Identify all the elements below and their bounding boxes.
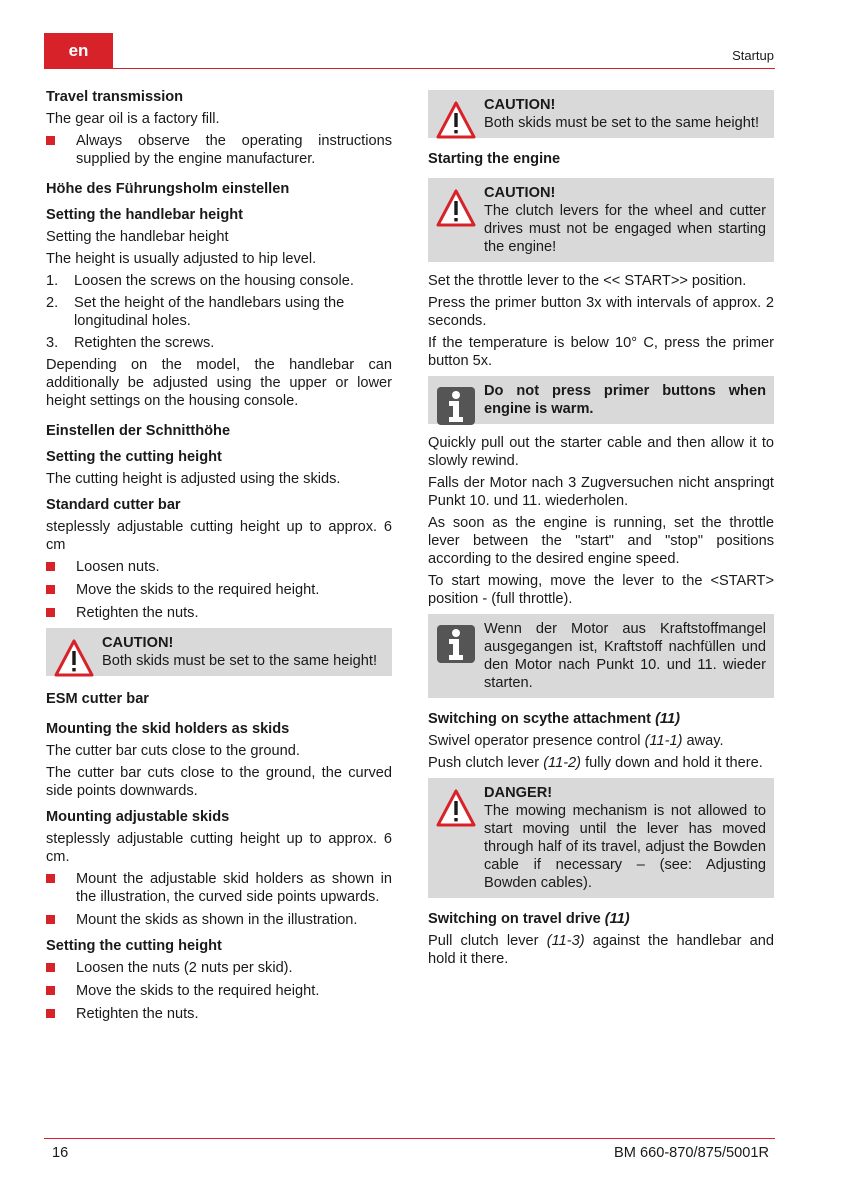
heading-hoehe: Höhe des Führungsholm einstellen — [46, 181, 290, 197]
page-number: 16 — [52, 1145, 69, 1161]
paragraph: The cutter bar cuts close to the ground. — [46, 743, 300, 759]
heading-handlebar: Setting the handlebar height — [46, 207, 244, 223]
bullet-square-icon — [46, 608, 55, 617]
heading-travel-drive: Switching on travel drive (11) — [428, 911, 630, 927]
info-text: Wenn der Motor aus Kraftstoffmangel ausgegangen ist, Kraftstoff nachfüllen und den Motor nach Punkt 10. und 11. wieder starten. — [484, 621, 766, 691]
figure-reference: (11-1) — [644, 733, 683, 749]
caution-text: The clutch levers for the wheel and cutter drives must not be engaged when starting the engine! — [484, 203, 766, 255]
info-box — [428, 376, 774, 424]
section-title: Startup — [732, 48, 774, 63]
list-item: Mount the adjustable skid holders as shown in the illustration, the curved side points upwards. — [46, 870, 392, 906]
figure-reference: (11) — [604, 911, 630, 927]
heading-schnitthoehe: Einstellen der Schnitthöhe — [46, 423, 231, 439]
heading-cutting-height: Setting the cutting height — [46, 449, 222, 465]
bullet-square-icon — [46, 915, 55, 924]
heading-scythe-attachment: Switching on scythe attachment (11) — [428, 711, 680, 727]
paragraph: The height is usually adjusted to hip level. — [46, 251, 317, 267]
model-number: BM 660-870/875/5001R — [614, 1145, 769, 1161]
language-badge: en — [44, 33, 113, 68]
paragraph: steplessly adjustable cutting height up to approx. 6 cm. — [46, 831, 392, 865]
bullet-square-icon — [46, 986, 55, 995]
caution-title: CAUTION! — [484, 97, 556, 113]
list-item: Move the skids to the required height. — [46, 581, 392, 599]
list-item: Always observe the operating instructions supplied by the engine manufacturer. — [46, 132, 392, 168]
bullet-square-icon — [46, 874, 55, 883]
paragraph: Set the throttle lever to the << START>> position. — [428, 273, 747, 289]
caution-box — [46, 628, 392, 676]
paragraph: Press the primer button 3x with intervals of approx. 2 seconds. — [428, 295, 774, 329]
bullet-square-icon — [46, 963, 55, 972]
bullet-square-icon — [46, 136, 55, 145]
paragraph: steplessly adjustable cutting height up to approx. 6 cm — [46, 519, 392, 553]
info-icon — [436, 624, 476, 664]
heading-starting-engine: Starting the engine — [428, 151, 561, 167]
heading-mounting-skid-holders: Mounting the skid holders as skids — [46, 721, 290, 737]
paragraph: Swivel operator presence control (11-1) away. — [428, 733, 724, 749]
numbered-step: 1. Loosen the screws on the housing console. — [46, 273, 354, 289]
bullet-square-icon — [46, 1009, 55, 1018]
caution-text: Both skids must be set to the same height! — [484, 115, 759, 131]
heading-standard-cutter-bar: Standard cutter bar — [46, 497, 181, 513]
figure-reference: (11-2) — [543, 755, 582, 771]
warning-triangle-icon — [436, 788, 476, 828]
warning-triangle-icon — [54, 638, 94, 678]
info-icon — [436, 386, 476, 426]
paragraph: The gear oil is a factory fill. — [46, 111, 220, 127]
bullet-square-icon — [46, 585, 55, 594]
caution-box — [428, 178, 774, 262]
caution-title: CAUTION! — [484, 185, 556, 201]
paragraph: Quickly pull out the starter cable and then allow it to slowly rewind. — [428, 435, 774, 469]
paragraph: To start mowing, move the lever to the <START> position - (full throttle). — [428, 573, 774, 607]
figure-reference: (11-3) — [546, 933, 585, 949]
danger-box — [428, 778, 774, 898]
list-item: Retighten the nuts. — [46, 604, 392, 622]
paragraph: Pull clutch lever (11-3) against the handlebar and hold it there. — [428, 933, 774, 967]
left-column — [46, 88, 392, 1028]
list-item: Loosen nuts. — [46, 558, 392, 576]
figure-reference: (11) — [655, 711, 680, 727]
heading-mounting-adjustable-skids: Mounting adjustable skids — [46, 809, 230, 825]
heading-esm-cutter-bar: ESM cutter bar — [46, 691, 149, 707]
caution-title: CAUTION! — [102, 635, 174, 651]
info-text: Do not press primer buttons when engine is warm. — [484, 383, 766, 417]
list-item: Loosen the nuts (2 nuts per skid). — [46, 959, 392, 977]
list-item: Move the skids to the required height. — [46, 982, 392, 1000]
paragraph: Depending on the model, the handlebar can additionally be adjusted using the upper or lower height settings on the housing console. — [46, 357, 392, 409]
footer-divider — [44, 1138, 775, 1139]
numbered-step: 2. Set the height of the handlebars using the longitudinal holes. — [46, 295, 345, 329]
list-item: Retighten the nuts. — [46, 1005, 392, 1023]
caution-box — [428, 90, 774, 138]
list-item: Mount the skids as shown in the illustration. — [46, 911, 392, 929]
danger-title: DANGER! — [484, 785, 553, 801]
heading-cutting-height-2: Setting the cutting height — [46, 938, 222, 954]
warning-triangle-icon — [436, 100, 476, 140]
numbered-step: 3. Retighten the screws. — [46, 335, 215, 351]
paragraph: As soon as the engine is running, set the throttle lever between the "start" and "stop" positions according to the desired engine speed. — [428, 515, 774, 567]
warning-triangle-icon — [436, 188, 476, 228]
paragraph: Falls der Motor nach 3 Zugversuchen nicht anspringt Punkt 10. und 11. wiederholen. — [428, 475, 774, 509]
bullet-square-icon — [46, 562, 55, 571]
paragraph: Setting the handlebar height — [46, 229, 229, 245]
paragraph: The cutting height is adjusted using the skids. — [46, 471, 341, 487]
heading-travel-transmission: Travel transmission — [46, 89, 184, 105]
header-divider — [44, 68, 775, 69]
paragraph: If the temperature is below 10° C, press the primer button 5x. — [428, 335, 774, 369]
info-box — [428, 614, 774, 698]
caution-text: Both skids must be set to the same height! — [102, 653, 377, 669]
paragraph: Push clutch lever (11-2) fully down and hold it there. — [428, 755, 763, 771]
right-column — [428, 88, 774, 972]
paragraph: The cutter bar cuts close to the ground, the curved side points downwards. — [46, 765, 392, 799]
danger-text: The mowing mechanism is not allowed to start moving until the lever has moved through half of its travel, adjust the Bowden cable if necessary – (see: Adjusting Bowden cables). — [484, 803, 766, 891]
